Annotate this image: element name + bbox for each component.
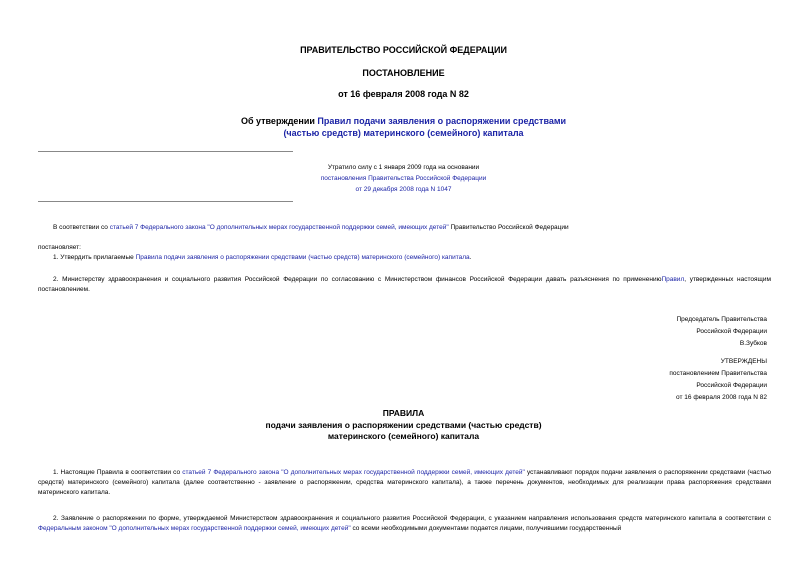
approval-line4: от 16 февраля 2008 года N 82 — [676, 394, 767, 401]
divider-bottom — [38, 201, 293, 202]
rules-paragraph-1 — [38, 468, 771, 498]
signature-block — [676, 314, 767, 350]
rules-title-line1: ПРАВИЛА — [382, 408, 425, 418]
title-link-line1[interactable]: Правил подачи заявления о распоряжении средствами — [317, 116, 567, 126]
clause-2-rules-link[interactable]: Правил — [661, 276, 685, 283]
preamble-law-link[interactable]: статьей 7 Федерального закона "О дополнительных мерах государственной поддержки семей, имеющих детей" — [109, 224, 449, 231]
rules-p2-end: со всеми необходимыми документами подается лицами, получившими государственный — [350, 525, 622, 532]
preamble — [53, 223, 773, 233]
document-date-number: от 16 февраля 2008 года N 82 — [338, 89, 469, 99]
document-type: ПОСТАНОВЛЕНИЕ — [362, 68, 445, 78]
signature-country: Российской Федерации — [696, 328, 767, 335]
rules-p1-text: 1. Настоящие Правила в соответствии со — [53, 469, 183, 476]
approval-line3: Российской Федерации — [696, 382, 767, 389]
clause-2 — [38, 275, 771, 295]
rules-p1-end: устанавливают порядок подачи заявления о распоряжении средствами (частью средств) материнского (семейного) капитала (далее соответственно - заявление о распоряжении, средства материнского капитала), а также перечень документов, необходимых для реализации права распоряжения средствами материнского капитала. — [38, 469, 771, 496]
approval-title: УТВЕРЖДЕНЫ — [720, 358, 767, 365]
divider-top — [38, 151, 293, 152]
expiry-note-line1: Утратило силу с 1 января 2009 года на основании — [327, 164, 480, 171]
approval-block — [669, 356, 767, 404]
rules-p2-law-link[interactable]: Федеральным законом "О дополнительных мерах государственной поддержки семей, имеющих детей" — [38, 525, 351, 532]
title-link-line2[interactable]: (частью средств) материнского (семейного) капитала — [283, 128, 524, 138]
clause-2-text: 2. Министерству здравоохранения и социального развития Российской Федерации по согласованию с Министерством финансов Российской Федерации давать разъяснения по применению — [53, 276, 662, 283]
preamble-text-after: Правительство Российской Федерации — [448, 224, 569, 231]
rules-title-line3: материнского (семейного) капитала — [327, 431, 480, 441]
rules-title — [0, 408, 807, 443]
rules-p2-text: 2. Заявление о распоряжении по форме, утверждаемой Министерством здравоохранения и социального развития Российской Федерации, с указанием направления использования средств материнского капитала в соответствии с — [53, 515, 771, 522]
rules-title-line2: подачи заявления о распоряжении средствами (частью средств) — [265, 419, 542, 430]
expiry-note — [0, 162, 807, 195]
title-prefix: Об утверждении — [240, 116, 318, 126]
decides-text: постановляет: — [38, 244, 81, 251]
rules-p1-law-link[interactable]: статьей 7 Федерального закона "О дополнительных мерах государственной поддержки семей, имеющих детей" — [182, 469, 525, 476]
signature-position: Председатель Правительства — [676, 316, 767, 323]
clause-1-rules-link[interactable]: Правила подачи заявления о распоряжении средствами (частью средств) материнского (семейного) капитала — [135, 254, 470, 261]
rules-paragraph-2 — [38, 514, 771, 534]
clause-1-end: . — [469, 254, 472, 261]
document-title — [0, 115, 807, 139]
clause-2-end: , утвержденных настоящим постановлением. — [38, 276, 771, 293]
preamble-text: В соответствии со — [53, 224, 110, 231]
expiry-note-link-line3[interactable]: от 29 декабря 2008 года N 1047 — [355, 186, 452, 193]
clause-1 — [53, 253, 773, 263]
approval-line2: постановлением Правительства — [669, 370, 767, 377]
expiry-note-link-line2[interactable]: постановления Правительства Российской Федерации — [320, 175, 487, 182]
government-title: ПРАВИТЕЛЬСТВО РОССИЙСКОЙ ФЕДЕРАЦИИ — [300, 45, 507, 55]
signature-name: В.Зубков — [739, 340, 767, 347]
clause-1-text: 1. Утвердить прилагаемые — [53, 254, 136, 261]
